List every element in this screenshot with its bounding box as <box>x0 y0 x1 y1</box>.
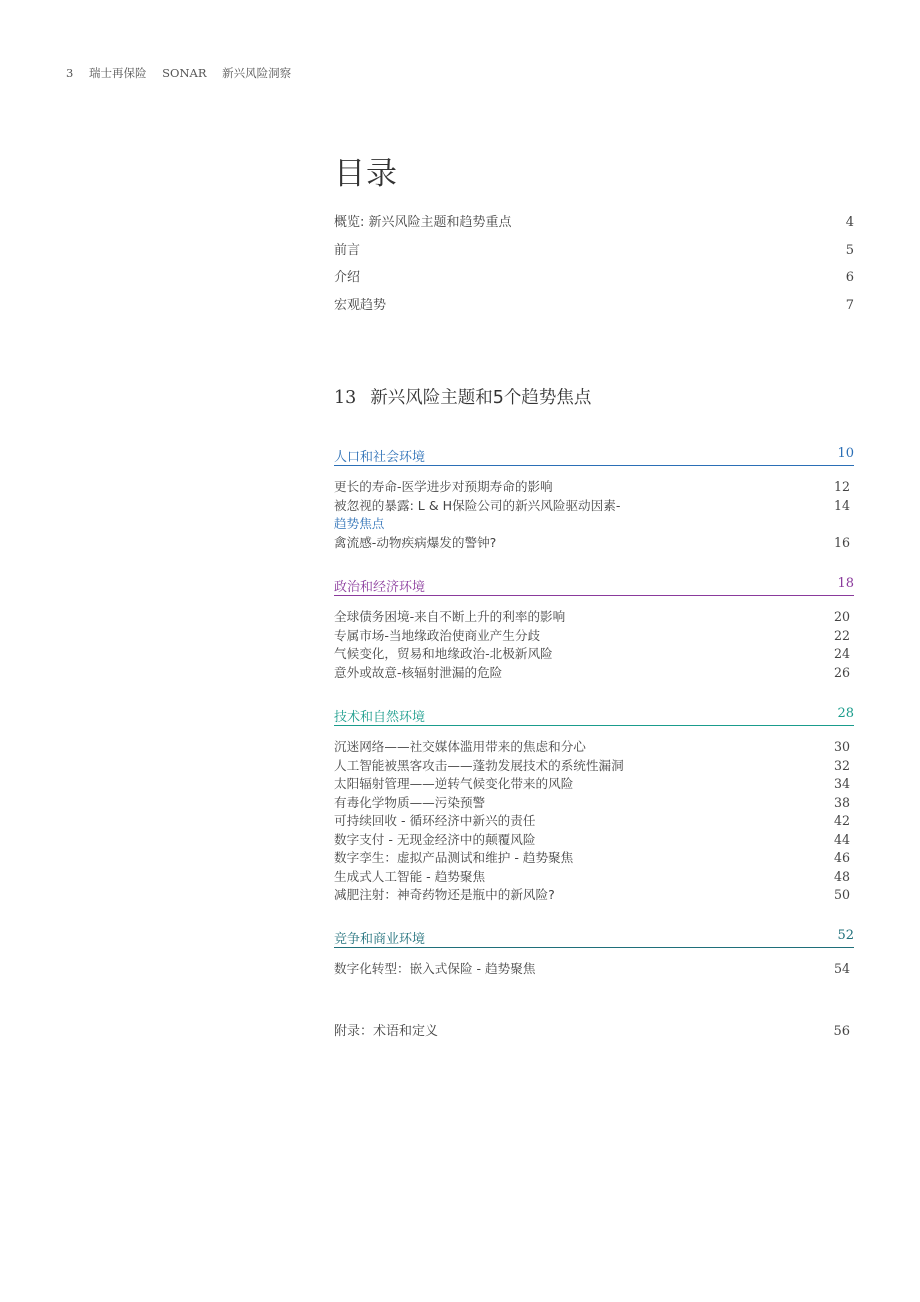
category-heading[interactable] <box>334 928 854 948</box>
toc-entry-label: 介绍 <box>334 270 361 286</box>
toc-entry-page: 20 <box>833 609 850 624</box>
toc-entry[interactable] <box>334 847 854 866</box>
category-page: 52 <box>837 928 854 943</box>
toc-entry-page: 7 <box>845 298 854 314</box>
toc-entry-label: 沉迷网络——社交媒体滥用带来的焦虑和分心 <box>334 739 586 754</box>
toc-entry-label: 可持续回收 - 循环经济中新兴的责任 <box>334 813 536 828</box>
toc-entry[interactable] <box>334 736 854 755</box>
category-people-society <box>334 446 854 550</box>
category-technology-nature <box>334 706 854 903</box>
toc-entry-label: 数字孪生：虚拟产品测试和维护 - 趋势聚焦 <box>334 850 574 865</box>
toc-entry-page: 12 <box>833 479 850 494</box>
toc-entry-label: 前言 <box>334 242 361 258</box>
toc-entry-page: 22 <box>833 627 850 643</box>
category-heading[interactable] <box>334 706 854 726</box>
category-items <box>334 476 854 550</box>
toc-entry-label: 意外或故意-核辐射泄漏的危险 <box>334 664 503 680</box>
category-page: 10 <box>837 446 854 461</box>
toc-entry-label: 数字支付 - 无现金经济中的颠覆风险 <box>334 831 536 847</box>
toc-entry-page: 32 <box>833 757 850 773</box>
toc-entry-page: 26 <box>833 664 850 680</box>
category-title: 竞争和商业环境 <box>334 932 426 947</box>
toc-entry-page: 5 <box>845 242 854 258</box>
appendix-entry <box>334 1020 854 1039</box>
toc-entry-page: 14 <box>833 497 850 513</box>
category-title: 技术和自然环境 <box>334 710 426 725</box>
category-competition-business <box>334 928 854 977</box>
toc-entry[interactable] <box>334 643 854 662</box>
toc-entry-page: 42 <box>833 813 850 828</box>
toc-entry-label: 减肥注射：神奇药物还是瓶中的新风险? <box>334 887 555 902</box>
toc-entry-label: 禽流感-动物疾病爆发的警钟? <box>334 534 497 550</box>
toc-entry-label: 附录：术语和定义 <box>334 1024 439 1039</box>
toc-entry-page: 6 <box>845 270 854 286</box>
category-title: 人口和社会环境 <box>334 450 426 465</box>
toc-entry[interactable] <box>334 829 854 848</box>
category-items <box>334 736 854 903</box>
toc-entry[interactable] <box>334 773 854 792</box>
toc-entry-label: 有毒化学物质——污染预警 <box>334 794 486 810</box>
toc-entry[interactable] <box>334 266 854 294</box>
toc-entry-label: 概览: 新兴风险主题和趋势重点 <box>334 215 512 230</box>
category-items <box>334 606 854 680</box>
category-heading[interactable] <box>334 446 854 466</box>
report-name: 新兴风险洞察 <box>222 66 292 80</box>
toc-entry[interactable] <box>334 495 854 514</box>
toc-entry[interactable] <box>334 662 854 681</box>
toc-entry[interactable] <box>334 606 854 625</box>
company-name: 瑞士再保险 <box>88 66 147 80</box>
toc-entry[interactable] <box>334 625 854 644</box>
category-page: 18 <box>837 576 854 591</box>
toc-entry-page: 50 <box>833 887 850 902</box>
toc-entry[interactable] <box>334 755 854 774</box>
toc-entry-label: 被忽视的暴露: L & H保险公司的新兴风险驱动因素- <box>334 497 621 513</box>
toc-entry[interactable] <box>334 476 854 495</box>
toc-entry[interactable] <box>334 810 854 829</box>
category-items <box>334 958 854 977</box>
toc-entry-page: 46 <box>833 850 850 865</box>
section-number: 13 <box>334 388 357 408</box>
toc-entry-page: 34 <box>833 776 850 791</box>
running-header <box>66 65 303 81</box>
toc-entry[interactable] <box>334 1020 854 1039</box>
category-heading[interactable] <box>334 576 854 596</box>
toc-entry-page: 24 <box>833 646 850 661</box>
toc-entry-label: 气候变化，贸易和地缘政治-北极新风险 <box>334 646 553 661</box>
category-politics-economy <box>334 576 854 680</box>
toc-entry-label: 更长的寿命-医学进步对预期寿命的影响 <box>334 479 553 494</box>
toc-entry-page: 4 <box>845 215 854 230</box>
page-title: 目录 <box>334 156 398 192</box>
toc-entry-label: 生成式人工智能 - 趋势聚焦 <box>334 868 486 884</box>
toc-entry[interactable] <box>334 884 854 903</box>
series-name: SONAR <box>162 66 207 80</box>
toc-top-entries <box>334 211 854 322</box>
toc-entry[interactable] <box>334 792 854 811</box>
toc-entry[interactable] <box>334 532 854 551</box>
trend-spotlight-tag: 趋势焦点 <box>334 516 385 531</box>
toc-entry-label: 太阳辐射管理——逆转气候变化带来的风险 <box>334 776 574 791</box>
toc-entry-page: 48 <box>833 868 850 884</box>
toc-entry-page: 38 <box>833 794 850 810</box>
toc-entry[interactable] <box>334 294 854 322</box>
section-title: 新兴风险主题和5个趋势焦点 <box>370 388 592 408</box>
toc-entry-page: 54 <box>833 961 850 976</box>
toc-entry-label: 数字化转型：嵌入式保险 - 趋势聚焦 <box>334 961 536 976</box>
toc-entry[interactable] <box>334 866 854 885</box>
toc-entry-page: 30 <box>833 739 850 754</box>
section-heading <box>334 384 591 409</box>
toc-entry-page: 16 <box>833 534 850 550</box>
category-page: 28 <box>837 706 854 721</box>
toc-entry[interactable] <box>334 211 854 239</box>
toc-entry-page: 56 <box>833 1024 850 1039</box>
toc-entry-page: 44 <box>833 831 850 847</box>
toc-entry-label: 专属市场-当地缘政治使商业产生分歧 <box>334 627 541 643</box>
toc-entry-label: 全球债务困境-来自不断上升的利率的影响 <box>334 609 566 624</box>
toc-entry[interactable] <box>334 239 854 267</box>
page-number: 3 <box>66 66 74 80</box>
toc-entry-label: 宏观趋势 <box>334 298 387 314</box>
toc-entry[interactable] <box>334 958 854 977</box>
toc-entry-label: 人工智能被黑客攻击——蓬勃发展技术的系统性漏洞 <box>334 757 624 773</box>
category-title: 政治和经济环境 <box>334 580 426 595</box>
